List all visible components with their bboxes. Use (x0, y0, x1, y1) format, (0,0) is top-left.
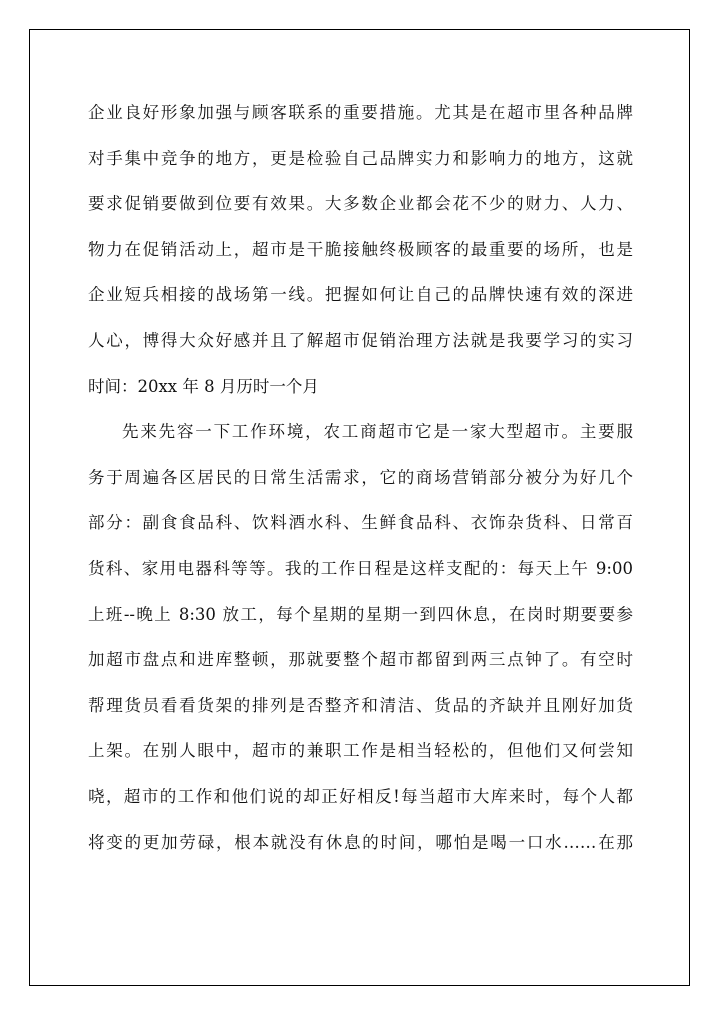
paragraph-2 (88, 409, 633, 865)
document-body (88, 90, 633, 865)
text-line: 上架。在别人眼中，超市的兼职工作是相当轻松的，但他们又何尝知 (88, 741, 633, 761)
text-line: 人心，博得大众好感并且了解超市促销治理方法就是我要学习的实习 (88, 330, 633, 350)
text-line: 物力在促销活动上，超市是干脆接触终极顾客的最重要的场所，也是 (88, 239, 633, 259)
text-line: 帮理货员看看货架的排列是否整齐和清洁、货品的齐缺并且刚好加货 (88, 695, 633, 715)
text-line: 哓，超市的工作和他们说的却正好相反!每当超市大库来时，每个人都 (88, 786, 633, 806)
text-line: 部分：副食食品科、饮料酒水科、生鲜食品科、衣饰杂货科、日常百 (88, 513, 633, 533)
text-line: 加超市盘点和进库整顿，那就要整个超市都留到两三点钟了。有空时 (88, 650, 633, 670)
text-line: 企业良好形象加强与顾客联系的重要措施。尤其是在超市里各种品牌 (88, 103, 633, 122)
text-line: 将变的更加劳碌，根本就没有休息的时间，哪怕是喝一口水……在那 (88, 832, 633, 852)
text-line-last: 时间：20xx 年 8 月历时一个月 (88, 376, 319, 396)
text-line: 对手集中竞争的地方，更是检验自己品牌实力和影响力的地方，这就 (88, 148, 633, 168)
text-line: 货科、家用电器科等等。我的工作日程是这样支配的：每天上午 9:00 (88, 558, 633, 578)
text-line: 务于周遍各区居民的日常生活需求，它的商场营销部分被分为好几个 (88, 467, 633, 487)
text-line: 企业短兵相接的战场第一线。把握如何让自己的品牌快速有效的深进 (88, 285, 633, 305)
paragraph-1 (88, 90, 633, 409)
text-line-first: 先来先容一下工作环境，农工商超市它是一家大型超市。主要服 (122, 422, 633, 442)
text-line: 要求促销要做到位要有效果。大多数企业都会花不少的财力、人力、 (88, 194, 633, 214)
text-line: 上班--晚上 8:30 放工，每个星期的星期一到四休息，在岗时期要要参 (88, 604, 633, 624)
